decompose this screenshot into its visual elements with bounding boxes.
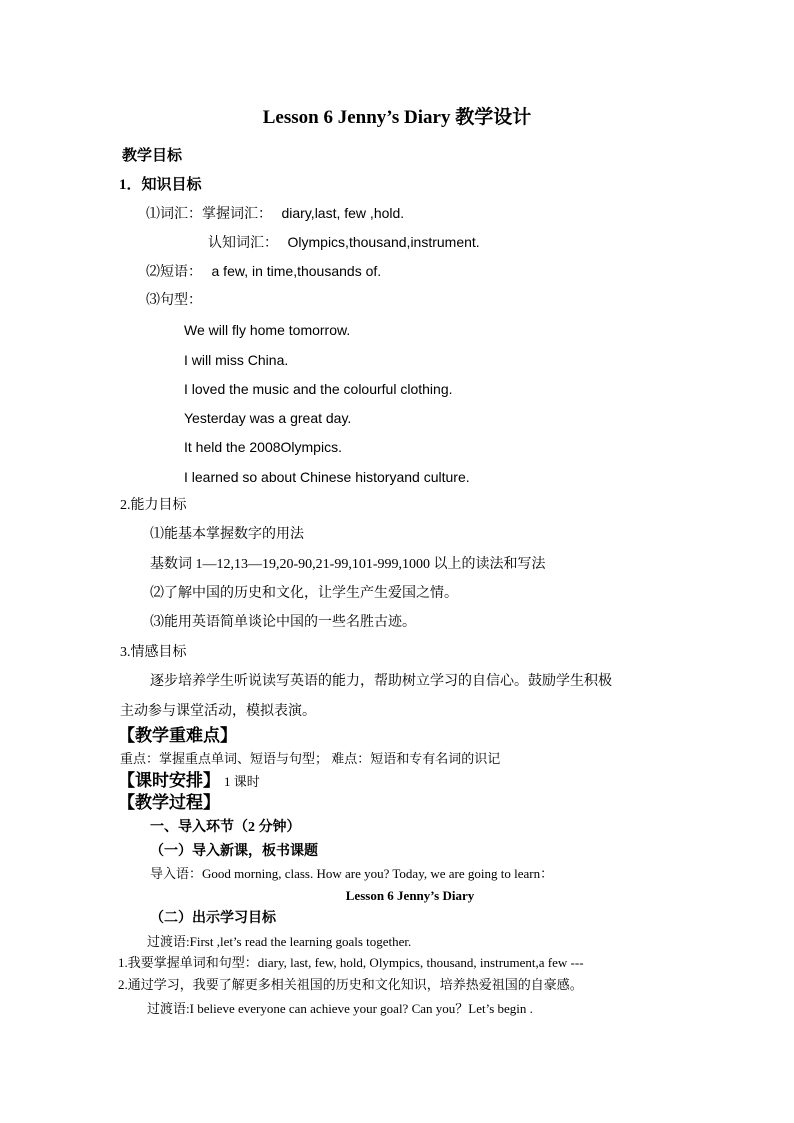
goal-2: 2.通过学习，我要了解更多相关祖国的历史和文化知识，培养热爱祖国的自豪感。 bbox=[118, 977, 583, 992]
sentences-label: ⑶句型： bbox=[146, 293, 202, 308]
ability-item-2: ⑵了解中国的历史和文化，让学生产生爱国之情。 bbox=[150, 586, 458, 601]
process-heading: 【教学过程】 bbox=[118, 793, 220, 812]
sentence-item: We will fly home tomorrow. bbox=[184, 322, 351, 338]
document-title: Lesson 6 Jenny’s Diary 教学设计 bbox=[262, 107, 532, 128]
knowledge-heading: 1．知识目标 bbox=[119, 177, 202, 193]
sentence-item: Yesterday was a great day. bbox=[184, 410, 352, 426]
emotion-line-1: 逐步培养学生听说读写英语的能力，帮助树立学习的自信心。鼓励学生积极 bbox=[150, 674, 612, 689]
vocab-recognize-line bbox=[208, 234, 480, 253]
schedule-line bbox=[118, 771, 260, 791]
vocab-line bbox=[146, 205, 404, 224]
objectives-heading: 教学目标 bbox=[122, 148, 183, 164]
process-sub-1: （一）导入新课，板书课题 bbox=[150, 844, 318, 859]
goal-1: 1.我要掌握单词和句型：diary, last, few, hold, Olympics, thousand, instrument,a few --- bbox=[118, 955, 584, 970]
ability-heading: 2.能力目标 bbox=[120, 498, 187, 513]
ability-item-3: ⑶能用英语简单谈论中国的一些名胜古迹。 bbox=[150, 615, 416, 630]
phrases-label: ⑵短语： bbox=[146, 265, 202, 280]
vocab-label: ⑴词汇：掌握词汇： bbox=[146, 207, 272, 222]
schedule-heading: 【课时安排】 bbox=[118, 771, 220, 790]
lesson-title: Lesson 6 Jenny’s Diary bbox=[345, 888, 475, 903]
sentence-item: I will miss China. bbox=[184, 352, 289, 368]
ability-item-1: ⑴能基本掌握数字的用法 bbox=[150, 527, 304, 542]
sentence-item: It held the 2008Olympics. bbox=[184, 439, 342, 455]
ability-item-1-detail: 基数词 1—12,13—19,20-90,21-99,101-999,1000 以上的读法和写法 bbox=[150, 557, 546, 572]
transition-1: 过渡语:First ,let’s read the learning goals together. bbox=[147, 934, 412, 949]
vocab-recognize-label: 认知词汇： bbox=[208, 236, 278, 251]
sentence-item: I loved the music and the colourful clothing. bbox=[184, 381, 453, 397]
intro-line: 导入语：Good morning, class. How are you? Today, we are going to learn： bbox=[150, 866, 554, 881]
schedule-text: 1 课时 bbox=[224, 774, 260, 789]
emotion-heading: 3.情感目标 bbox=[120, 645, 187, 660]
emotion-line-2: 主动参与课堂活动，模拟表演。 bbox=[120, 704, 316, 719]
phrases-line bbox=[146, 263, 381, 282]
key-points-text: 重点：掌握重点单词、短语与句型； 难点：短语和专有名词的识记 bbox=[120, 751, 501, 766]
sentence-item: I learned so about Chinese historyand culture. bbox=[184, 469, 470, 485]
process-section-1: 一、导入环节（2 分钟） bbox=[150, 820, 301, 835]
vocab-master: diary,last, few ,hold. bbox=[281, 205, 405, 221]
process-sub-2: （二）出示学习目标 bbox=[150, 911, 276, 926]
vocab-recognize: Olympics,thousand,instrument. bbox=[287, 234, 480, 250]
key-points-heading: 【教学重难点】 bbox=[118, 726, 237, 745]
phrases: a few, in time,thousands of. bbox=[211, 263, 382, 279]
transition-2: 过渡语:I believe everyone can achieve your goal? Can you？Let’s begin . bbox=[147, 1001, 533, 1016]
